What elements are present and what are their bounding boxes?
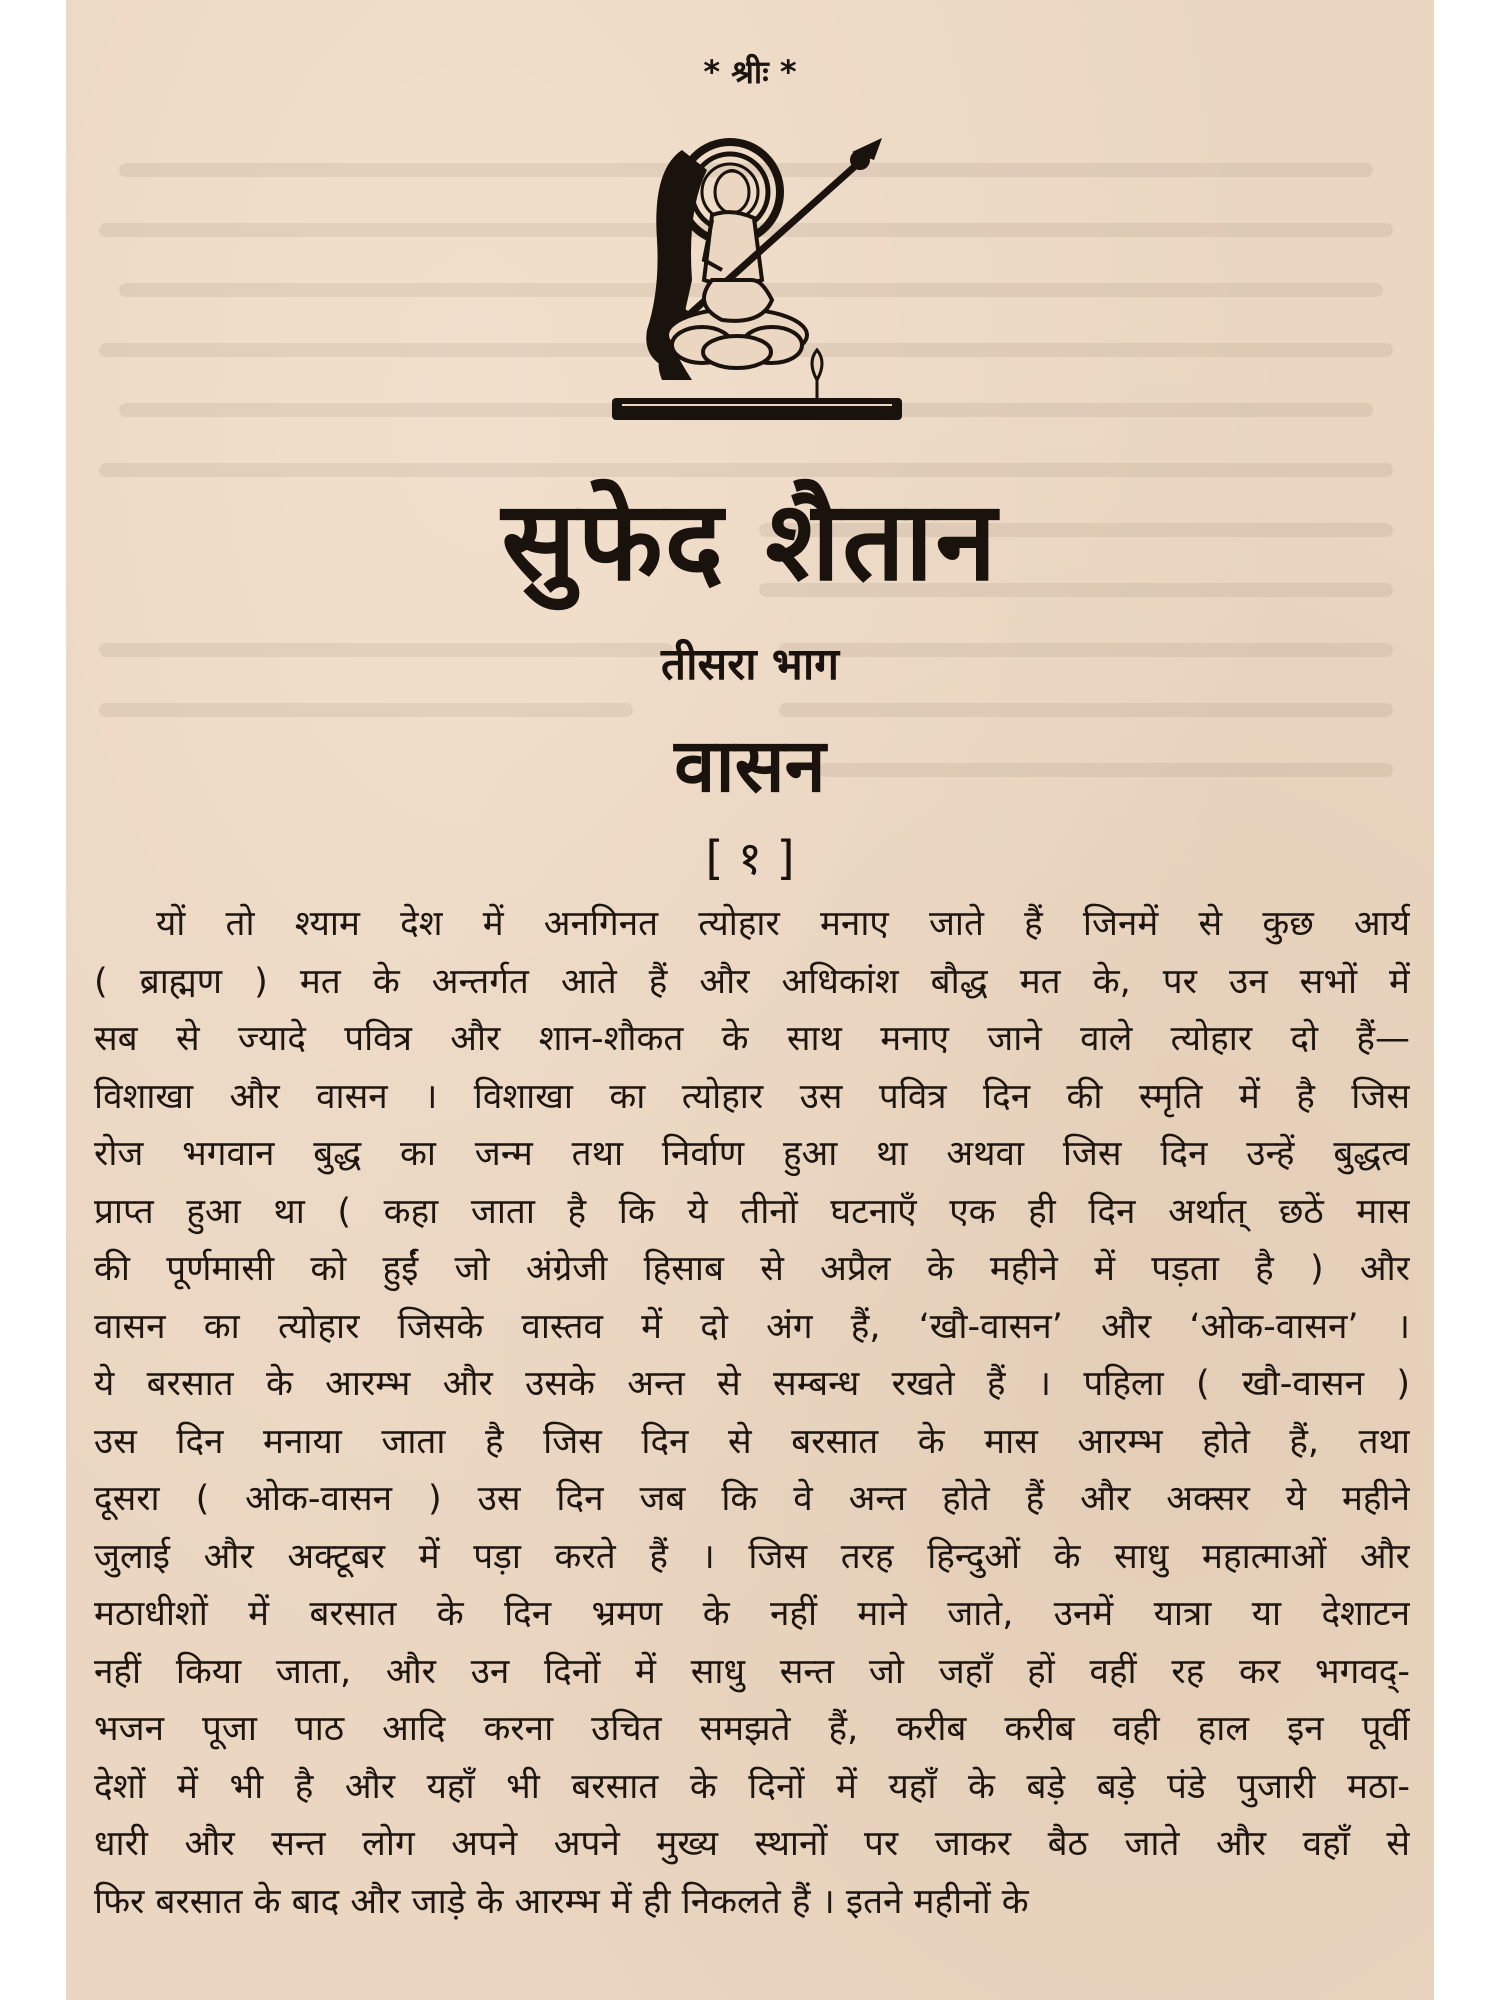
text-line: ( ब्राह्मण ) मत के अन्तर्गत आते हैं और अधिकांश बौद्ध मत के, पर उन सभों में: [94, 961, 1410, 1002]
text-line: फिर बरसात के बाद और जाड़े के आरम्भ में ही निकलते हैं । इतने महीनों के: [94, 1881, 1029, 1922]
text-line: धारी और सन्त लोग अपने अपने मुख्य स्थानों पर जाकर बैठ जाते और वहाँ से: [94, 1824, 1410, 1864]
text-line: रोज भगवान बुद्ध का जन्म तथा निर्वाण हुआ था अथवा जिस दिन उन्हें बुद्धत्व: [94, 1134, 1410, 1174]
text-line: प्राप्त हुआ था ( कहा जाता है कि ये तीनों घटनाएँ एक ही दिन अर्थात् छठें मास: [94, 1191, 1410, 1232]
text-line: मठाधीशों में बरसात के दिन भ्रमण के नहीं माने जाते, उनमें यात्रा या देशाटन: [94, 1594, 1410, 1634]
document-page: [66, 0, 1434, 2000]
section-title: वासन: [674, 723, 826, 809]
text-line: भजन पूजा पाठ आदि करना उचित समझते हैं, करीब करीब वही हाल इन पूर्वी: [94, 1709, 1410, 1749]
text-line: उस दिन मनाया जाता है जिस दिन से बरसात के मास आरम्भ होते हैं, तथा: [94, 1421, 1410, 1462]
chapter-number: [ १ ]: [705, 831, 795, 885]
text-line: देशों में भी है और यहाँ भी बरसात के दिनों में यहाँ के बड़े बड़े पंडे पुजारी मठा-: [94, 1766, 1410, 1807]
text-line: सब से ज्यादे पवित्र और शान-शौकत के साथ मनाए जाने वाले त्योहार दो हैं—: [94, 1019, 1410, 1059]
text-line: ये बरसात के आरम्भ और उसके अन्त से सम्बन्ध रखते हैं । पहिला ( खौ-वासन ): [94, 1364, 1410, 1404]
text-line: वासन का त्योहार जिसके वास्तव में दो अंग हैं, ‘खौ-वासन’ और ‘ओक-वासन’ ।: [94, 1306, 1410, 1347]
text-line: की पूर्णमासी को हुईं जो अंग्रेजी हिसाब से अप्रैल के महीने में पड़ता है ) और: [94, 1249, 1410, 1289]
text-line: नहीं किया जाता, और उन दिनों में साधु सन्त जो जहाँ हों वहीं रह कर भगवद्-: [94, 1651, 1410, 1692]
text-line: विशाखा और वासन । विशाखा का त्योहार उस पवित्र दिन की स्मृति में है जिस: [94, 1076, 1410, 1117]
saraswati-emblem-icon: [612, 130, 912, 440]
book-title: सुफेद शैतान: [501, 477, 999, 605]
text-line: यों तो श्याम देश में अनगिनत त्योहार मनाए जाते हैं जिनमें से कुछ आर्य: [156, 904, 1410, 944]
body-paragraph: [94, 896, 1410, 1931]
text-line: जुलाई और अक्टूबर में पड़ा करते हैं । जिस तरह हिन्दुओं के साधु महात्माओं और: [94, 1536, 1410, 1577]
book-part: तीसरा भाग: [660, 639, 840, 690]
text-line: दूसरा ( ओक-वासन ) उस दिन जब कि वे अन्त होते हैं और अक्सर ये महीने: [94, 1479, 1410, 1519]
header-mark: * श्रीः *: [703, 53, 797, 91]
